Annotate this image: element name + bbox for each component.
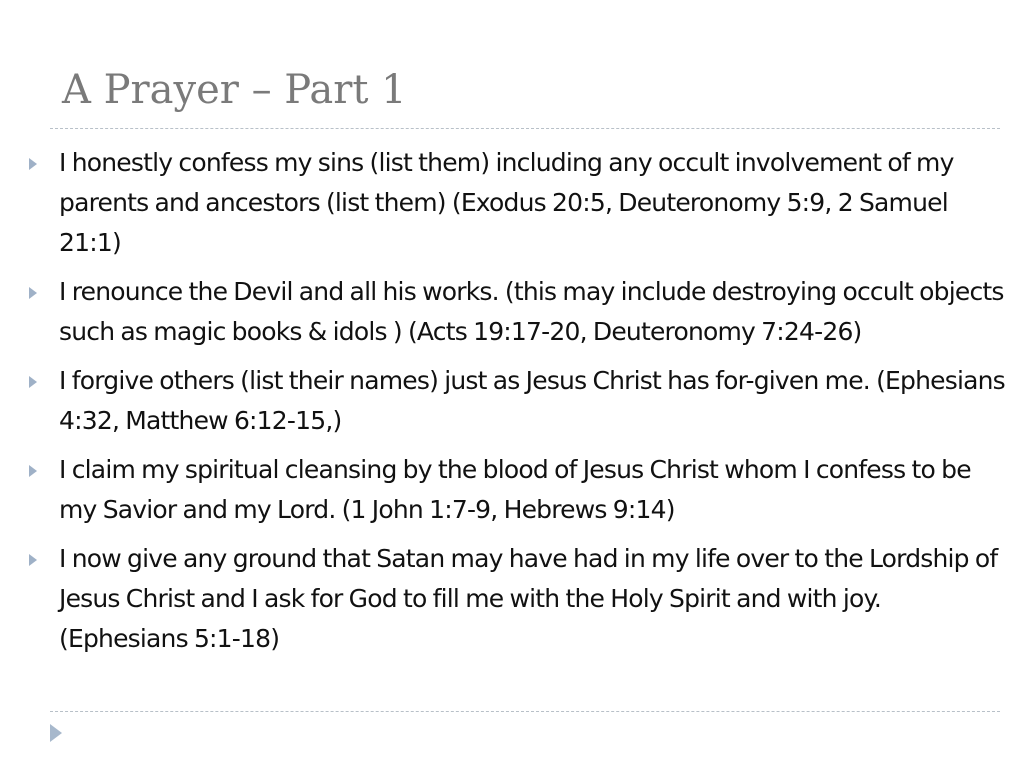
bullet-item [28, 143, 1008, 263]
triangle-bullet-icon [29, 376, 37, 388]
triangle-bullet-icon [29, 465, 37, 477]
slide-title: A Prayer – Part 1 [62, 67, 407, 113]
title-divider [50, 128, 1000, 129]
bullet-text: I forgive others (list their names) just as Jesus Christ has for-given me. (Ephesians 4:32, Matthew 6:12-15,) [59, 366, 1005, 435]
bullet-text: I renounce the Devil and all his works. (this may include destroying occult objects such as magic books & idols ) (Acts 19:17-20, Deuteronomy 7:24-26) [59, 277, 1004, 346]
triangle-bullet-icon [29, 158, 37, 170]
bullet-item [28, 539, 1008, 659]
bullet-text: I now give any ground that Satan may have had in my life over to the Lordship of Jesus Christ and I ask for God to fill me with the Holy Spirit and with joy. (Ephesians 5:1-18) [59, 544, 998, 653]
bullet-item [28, 361, 1008, 441]
play-arrow-icon [50, 724, 62, 742]
bullet-text: I honestly confess my sins (list them) including any occult involvement of my parents and ancestors (list them) (Exodus 20:5, Deuteronomy 5:9, 2 Samuel 21:1) [59, 148, 954, 257]
triangle-bullet-icon [29, 287, 37, 299]
bullet-text: I claim my spiritual cleansing by the blood of Jesus Christ whom I confess to be my Savior and my Lord. (1 John 1:7-9, Hebrews 9:14) [59, 455, 971, 524]
triangle-bullet-icon [29, 554, 37, 566]
bullet-item [28, 272, 1008, 352]
footer-divider [50, 711, 1000, 712]
bullet-list [28, 143, 1008, 668]
bullet-item [28, 450, 1008, 530]
